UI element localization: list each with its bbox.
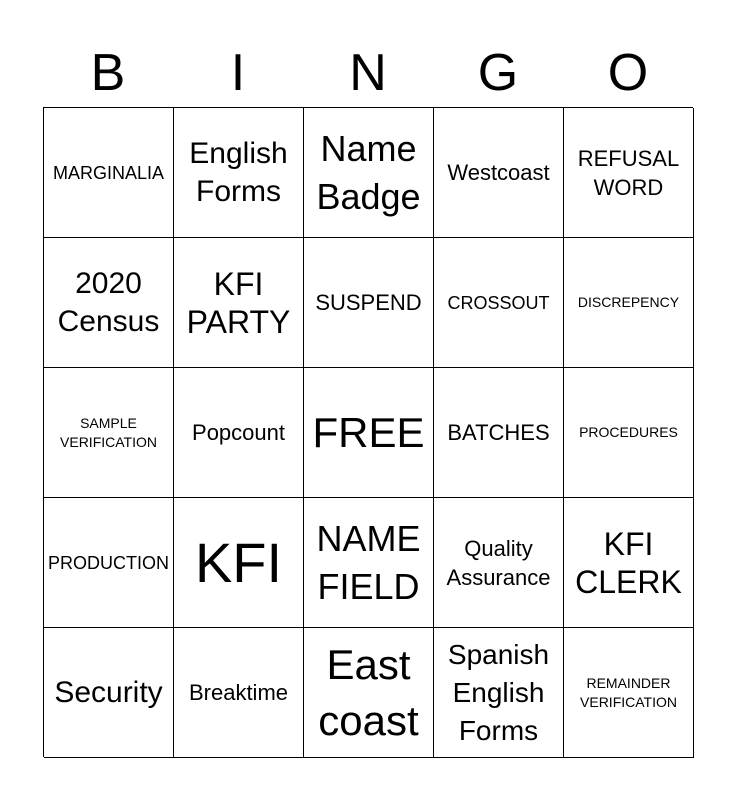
header-letter-o: O [607,44,649,102]
bingo-cell[interactable]: DISCREPENCY [564,238,694,368]
bingo-cell[interactable]: Spanish English Forms [434,628,564,758]
header-letter-g: G [477,44,519,102]
bingo-cell[interactable]: PRODUCTION [44,498,174,628]
bingo-cell[interactable]: Name Badge [304,108,434,238]
bingo-cell[interactable]: REFUSAL WORD [564,108,694,238]
bingo-cell[interactable]: KFI CLERK [564,498,694,628]
bingo-cell[interactable]: CROSSOUT [434,238,564,368]
bingo-cell[interactable]: East coast [304,628,434,758]
bingo-cell[interactable]: BATCHES [434,368,564,498]
bingo-cell[interactable]: NAME FIELD [304,498,434,628]
bingo-cell[interactable]: SUSPEND [304,238,434,368]
bingo-cell[interactable]: MARGINALIA [44,108,174,238]
bingo-cell[interactable]: Breaktime [174,628,304,758]
header-letter-b: B [90,44,126,102]
free-space-cell[interactable]: FREE [304,368,434,498]
bingo-cell[interactable]: Quality Assurance [434,498,564,628]
bingo-cell[interactable]: KFI [174,498,304,628]
bingo-board [43,107,693,757]
header-letter-i: I [230,44,246,102]
bingo-cell[interactable]: Popcount [174,368,304,498]
bingo-header [43,40,693,106]
bingo-cell[interactable]: PROCEDURES [564,368,694,498]
bingo-cell[interactable]: 2020 Census [44,238,174,368]
bingo-cell[interactable]: REMAINDER VERIFICATION [564,628,694,758]
bingo-cell[interactable]: Security [44,628,174,758]
bingo-cell[interactable]: English Forms [174,108,304,238]
header-letter-n: N [349,44,387,102]
bingo-cell[interactable]: SAMPLE VERIFICATION [44,368,174,498]
bingo-cell[interactable]: KFI PARTY [174,238,304,368]
bingo-cell[interactable]: Westcoast [434,108,564,238]
